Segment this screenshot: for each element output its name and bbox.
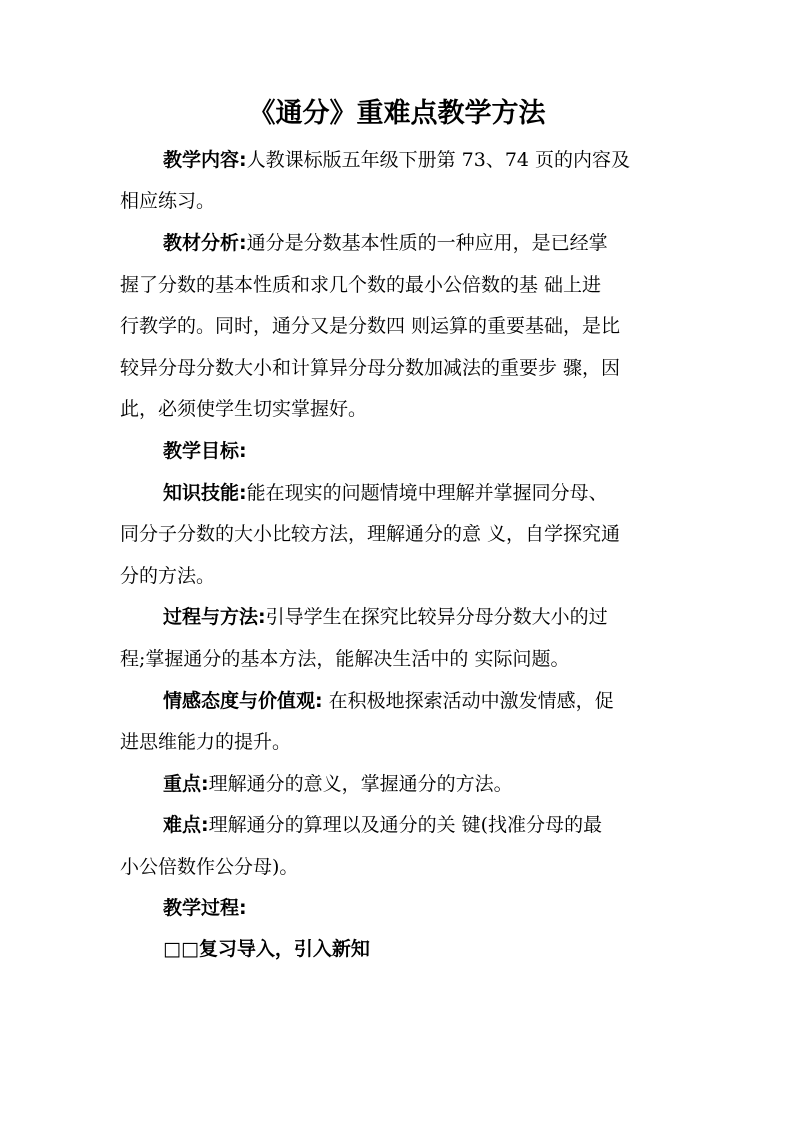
body-text: 分的方法。 bbox=[120, 565, 216, 587]
paragraph-line bbox=[120, 394, 680, 424]
section-heading: 教学过程: bbox=[163, 897, 247, 919]
paragraph-line bbox=[120, 186, 680, 216]
body-text: 进思维能力的提升。 bbox=[120, 731, 292, 753]
body-text: 在积极地探索活动中激发情感，促 bbox=[322, 690, 614, 712]
paragraph-line bbox=[120, 270, 680, 300]
body-text: 行教学的。同时，通分又是分数四 则运算的重要基础，是比 bbox=[120, 315, 621, 337]
body-text: 较异分母分数大小和计算异分母分数加减法的重要步 骤，因 bbox=[120, 357, 621, 379]
paragraph-line bbox=[120, 852, 680, 882]
paragraph-line bbox=[163, 478, 683, 508]
body-text: 引导学生在探究比较异分母分数大小的过 bbox=[265, 606, 608, 628]
paragraph-line bbox=[163, 934, 683, 964]
section-label: 难点: bbox=[163, 814, 209, 836]
section-heading: 教学目标: bbox=[163, 440, 247, 462]
body-text: 人教课标版五年级下册第 73、74 页的内容及 bbox=[246, 149, 631, 171]
body-text: 能在现实的问题情境中理解并掌握同分母、 bbox=[246, 482, 608, 504]
body-text: 理解通分的意义，掌握通分的方法。 bbox=[208, 773, 513, 795]
paragraph-line bbox=[163, 769, 683, 799]
body-text: 小公倍数作公分母)。 bbox=[120, 856, 299, 878]
section-heading: □□复习导入，引入新知 bbox=[163, 938, 370, 960]
section-label: 教学内容: bbox=[163, 149, 247, 171]
paragraph-line bbox=[163, 810, 683, 840]
section-label: 过程与方法: bbox=[163, 606, 266, 628]
paragraph-line bbox=[120, 353, 680, 383]
body-text: 相应练习。 bbox=[120, 190, 216, 212]
paragraph-line bbox=[163, 145, 683, 175]
paragraph-line bbox=[120, 519, 680, 549]
paragraph-line bbox=[163, 602, 683, 632]
paragraph-line bbox=[163, 686, 683, 716]
body-text: 通分是分数基本性质的一种应用，是已经掌 bbox=[246, 232, 608, 254]
body-text: 同分子分数的大小比较方法，理解通分的意 义，自学探究通 bbox=[120, 523, 621, 545]
body-text: 此，必须使学生切实掌握好。 bbox=[120, 398, 368, 420]
paragraph-line bbox=[120, 311, 680, 341]
section-label: 知识技能: bbox=[163, 482, 247, 504]
body-text: 握了分数的基本性质和求几个数的最小公倍数的基 础上进 bbox=[120, 274, 602, 296]
paragraph-line bbox=[120, 561, 680, 591]
body-text: 理解通分的算理以及通分的关 键(找准分母的最 bbox=[208, 814, 603, 836]
document-title: 《通分》重难点教学方法 bbox=[248, 98, 546, 129]
body-text: 程;掌握通分的基本方法，能解决生活中的 实际问题。 bbox=[120, 648, 570, 670]
paragraph-line bbox=[120, 727, 680, 757]
section-label: 情感态度与价值观: bbox=[163, 690, 323, 712]
paragraph-line bbox=[120, 644, 680, 674]
section-label: 重点: bbox=[163, 773, 209, 795]
paragraph-line bbox=[163, 893, 683, 923]
paragraph-line bbox=[163, 436, 683, 466]
paragraph-line bbox=[163, 228, 683, 258]
section-label: 教材分析: bbox=[163, 232, 247, 254]
